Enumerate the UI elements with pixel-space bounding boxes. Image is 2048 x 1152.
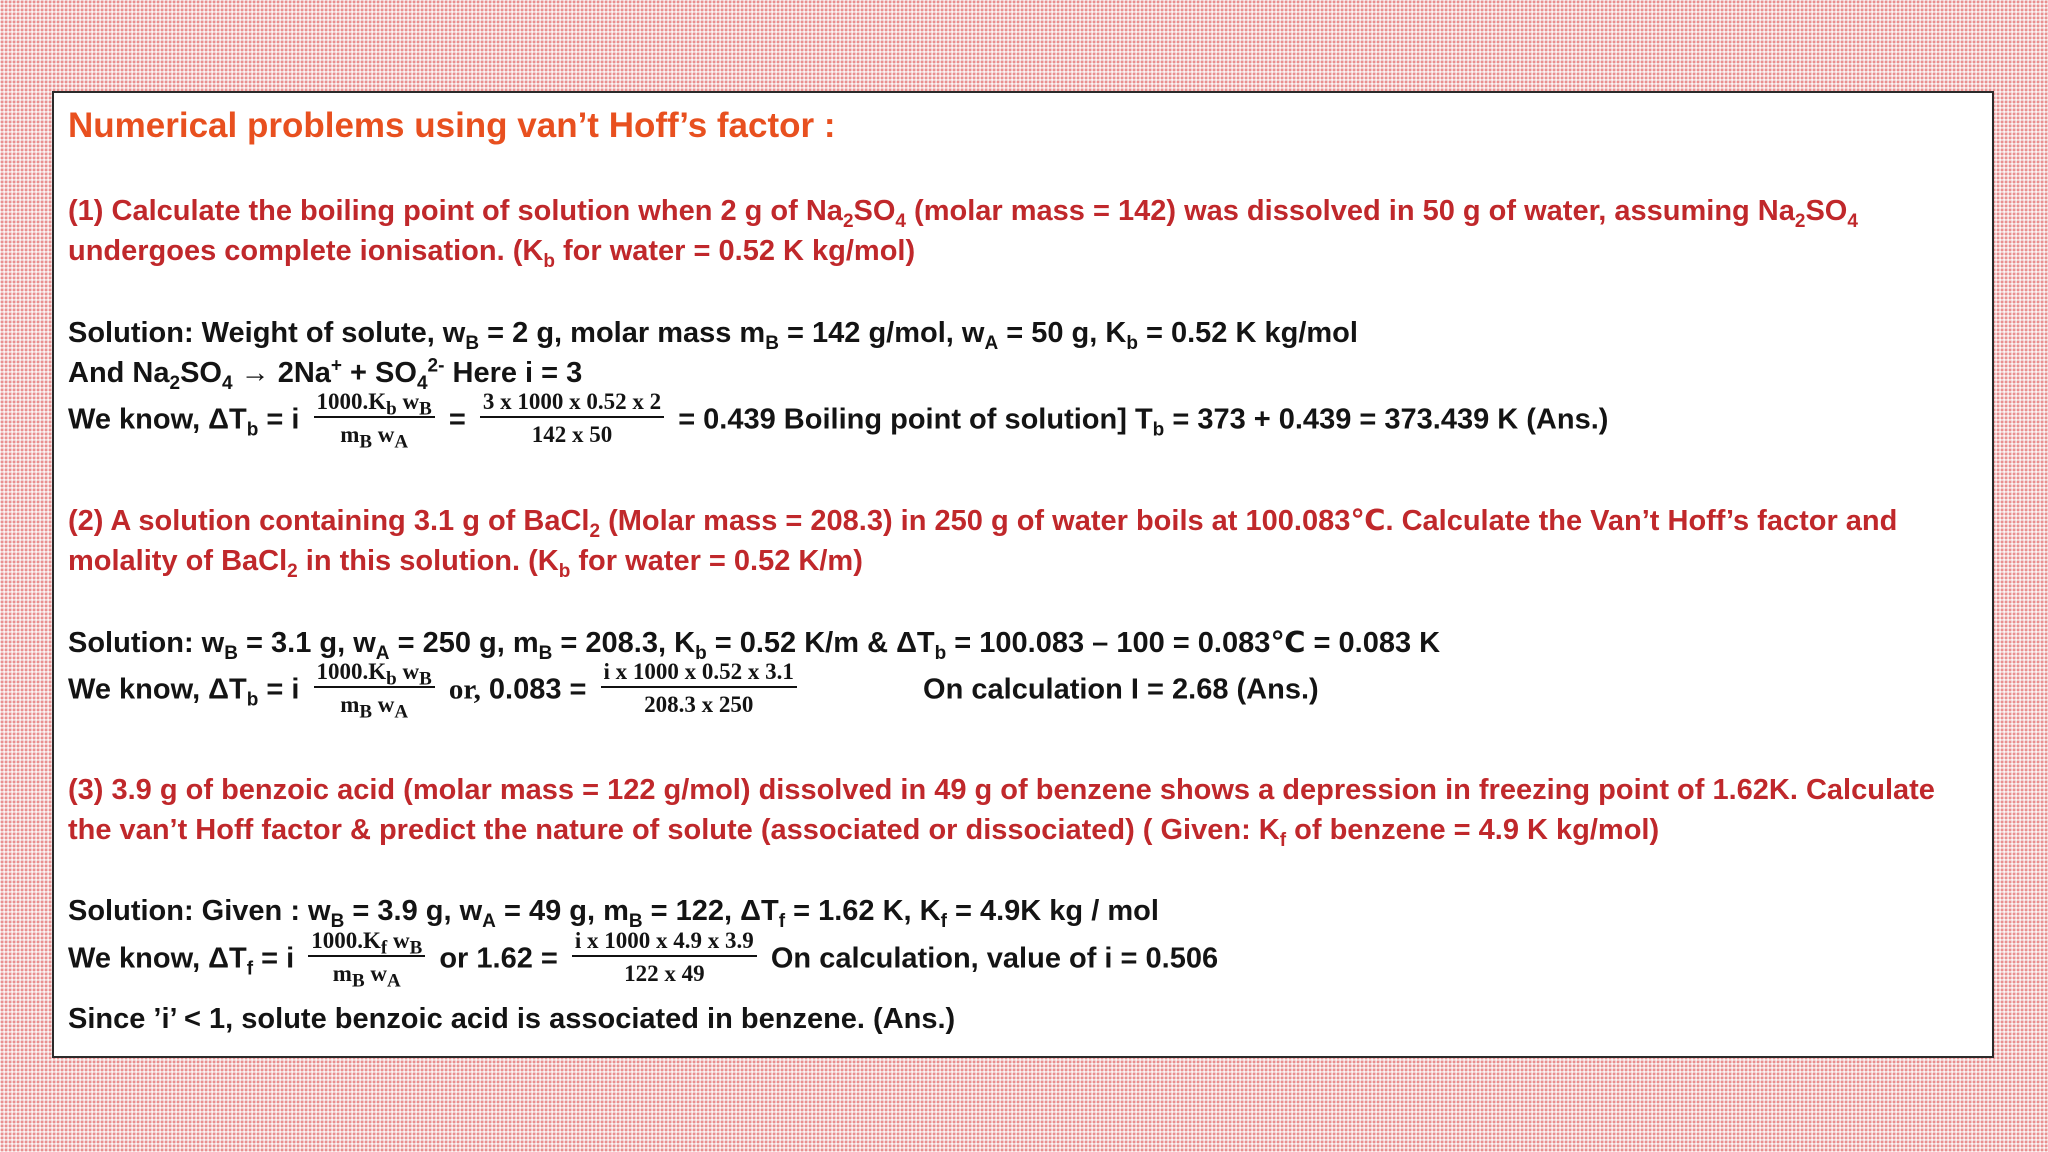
fraction-values: $\frac{\text{i x 1000 x 0.52 x 3.1}}{208.3 x 250}$ (601, 658, 797, 718)
page-title: Numerical problems using van’t Hoff’s factor : (68, 106, 836, 145)
slide-panel (52, 91, 1994, 1058)
problem-3-question-line-1: (3) 3.9 g of benzoic acid (molar mass = 122 g/mol) dissolved in 49 g of benzene shows a depression in freezing point of 1.62K. Calculate (68, 774, 1935, 806)
problem-1-solution-line-1: Solution: Weight of solute, $w_B = 2$ g, molar mass $m_B = 142$ g/mol, $w_A = 50$ g, $K_b = 0.52$ K kg/mol (68, 317, 1358, 354)
fraction-formula: $\frac{1000.K_b w_B}{m_B w_A}$ (314, 658, 435, 718)
fraction-formula: $\frac{1000.K_b w_B}{m_B w_A}$ (314, 388, 435, 448)
fraction-values: $\frac{\text{i x 1000 x 4.9 x 3.9}}{122 x 49}$ (572, 927, 757, 987)
problem-1-question-line-2: undergoes complete ionisation. ($K_b$ for water = 0.52 K kg/mol) (68, 235, 916, 272)
problem-2-question-line-1: (2) A solution containing 3.1 g of BaCl$_2$ (Molar mass = 208.3) in 250 g of water boils at 100.083℃. Calculate the Van’t Hoff’s factor and (68, 505, 1898, 542)
fraction-formula: $\frac{1000.K_f w_B}{m_B w_A}$ (308, 927, 425, 987)
problem-1-dissociation-equation: And $Na_2SO_4 \to 2Na^+ + SO_4^{2-}$ Here i = 3 (68, 355, 583, 394)
problem-1-calculation-line: We know, $\Delta T_b = i$ $\frac{1000.K_b w_B}{m_B w_A}$ = $\frac{3 x 1000 x 0.52 x 2}{142 x 50}$ = 0.439 Boiling point of solution] $T_b = 373 + 0.439 = 373.439$ K (Ans.) (68, 389, 1609, 453)
problem-2-question-line-2: molality of BaCl$_2$ in this solution. ($K_b$ for water = 0.52 K/m) (68, 545, 863, 582)
problem-2-calculation-line: We know, $\Delta T_b = i$ $\frac{1000.K_b w_B}{m_B w_A}$ or, 0.083 = $\frac{\text{i x 1000 x 0.52 x 3.1}}{208.3 x 250}$ On calculation I = 2.68 (Ans.) (68, 659, 1319, 723)
problem-3-calculation-line: We know, $\Delta T_f = i$ $\frac{1000.K_f w_B}{m_B w_A}$ or 1.62 = $\frac{\text{i x 1000 x 4.9 x 3.9}}{122 x 49}$ On calculation, value of i = 0.506 (68, 928, 1219, 992)
problem-3-question-line-2: the van’t Hoff factor & predict the nature of solute (associated or dissociated) ( Given: $K_f$ of benzene = 4.9 K kg/mol) (68, 814, 1660, 851)
problem-3-solution-line-1: Solution: Given : $w_B = 3.9$ g, $w_A = 49$ g, $m_B = 122$, $\Delta T_f = 1.62$ K, $K_f = 4.9K$ kg / mol (68, 895, 1159, 932)
fraction-values: $\frac{3 x 1000 x 0.52 x 2}{142 x 50}$ (480, 388, 664, 448)
problem-2-solution-line-1: Solution: $w_B = 3.1$ g, $w_A = 250$ g, $m_B = 208.3$, $K_b = 0.52$ K/m & $\Delta T_b = 100.083 - 100$ = 0.083℃ = 0.083 K (68, 627, 1441, 664)
problem-3-conclusion: Since ’i’ < 1, solute benzoic acid is associated in benzene. (Ans.) (68, 1003, 956, 1035)
problem-1-question-line-1: (1) Calculate the boiling point of solution when 2 g of $Na_2SO_4$ (molar mass = 142) was dissolved in 50 g of water, assuming $Na_2SO_4$ (68, 195, 1858, 232)
